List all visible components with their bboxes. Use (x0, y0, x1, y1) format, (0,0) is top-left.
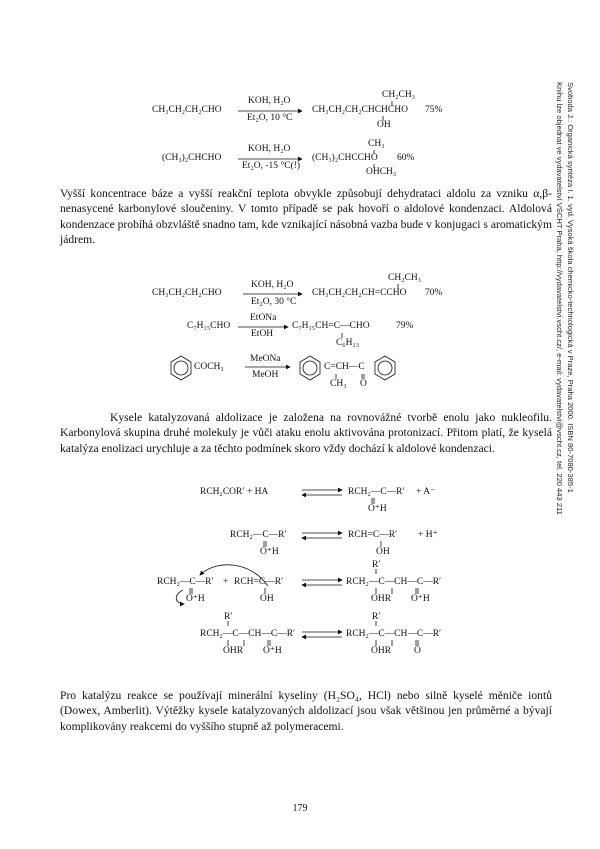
benzene-ring-2 (300, 356, 320, 380)
reagent-above: KOH, H₂O (251, 280, 294, 290)
yield: 75% (425, 105, 443, 115)
reactant: CH₃CH₂CH₂CHO (152, 288, 222, 298)
reactant-group: COCH₃ (194, 362, 224, 372)
row3-right-o: O⁺H (411, 594, 430, 604)
reagent-below: Et₂O, 10 °C (247, 113, 293, 123)
product: CH₃CH₂CH₂CHCHCHO (312, 105, 408, 115)
row2-right-oh: OH (376, 547, 390, 557)
reagent-above: EtONa (250, 313, 277, 323)
paragraph: Vyšší koncentrace báze a vyšší reakční teplota obvykle způsobují dehydrataci aldolu za vzniku α,β-nenasycené karbonylové sloučeniny. V tomto případě se pak hovoří o aldolové kondenzaci. Aldolová kondenzace probíhá obzvláště snadno tam, kde vznikající násobná vazba bude v konjugaci s aromatickým jádrem. (60, 187, 552, 247)
row4-right-sub: OHR (371, 646, 392, 656)
yield: 70% (425, 288, 443, 298)
substituent-o: O (360, 379, 367, 389)
row4-right-r: R′ (372, 612, 381, 622)
yield: 79% (396, 321, 414, 331)
row3-left-o: O⁺H (186, 594, 205, 604)
citation-line-1: Svoboda J.: Organická syntéza I. 1. vyd. Vysoká škola chemicko-technologická v Praze, Praha 2000. ISBN 80-7080-385-1 (566, 82, 575, 493)
row3-right-r: R′ (372, 560, 381, 570)
row4-right-o: O (414, 646, 421, 656)
reactant: C₇H₁₅CHO (187, 321, 231, 331)
paragraph: Kysele katalyzovaná aldolizace je založena na rovnovážné tvorbě enolu jako nukleofilu. Karbonylová skupina druhé molekuly je vůči ataku enolu aktivována protonizací. Přitom platí, že kyselá katalýza enolizaci urychluje a za těchto podmínek skoro vždy dochází k aldolové kondenzaci. (60, 411, 552, 455)
equilibrium-arrow (302, 533, 342, 538)
substituent-bottom: OHCH₃ (366, 167, 397, 177)
reactant: (CH₃)₂CHCHO (162, 153, 222, 163)
reagent-above: KOH, H₂O (248, 96, 291, 106)
row4-left: RCH₂—C—CH—C—R′ (200, 629, 296, 639)
reagent-below: Et₂O, -15 °C(!) (242, 161, 301, 171)
substituent-ch3: CH₃ (330, 379, 347, 389)
row3-right-sub: OHR (371, 594, 392, 604)
row3-right: RCH₂—C—CH—C—R′ (346, 577, 442, 587)
citation-line-2: Knihu lze objednat ve vydavatelství VŠCHT Praha, http://vydavatelstvi.vscht.cz/, e-mail: vydavatelstvi@vscht.cz, tel. 220 443 211 (555, 82, 565, 515)
row3-plus: + (223, 577, 229, 587)
row4-left-r: R′ (224, 612, 233, 622)
row1-left: RCH₂COR′ + HA (200, 487, 269, 497)
reagent-below: Et₂O, 30 °C (251, 297, 297, 307)
reagent-above: MeONa (250, 354, 281, 364)
reactant: CH₃CH₂CH₂CHO (152, 105, 222, 115)
equilibrium-arrow (302, 632, 342, 637)
row3-left-oh: OH (260, 594, 274, 604)
reagent-below: EtOH (251, 329, 274, 339)
substituent-bottom: OH (377, 120, 391, 130)
substituent-top: CH₂CH₃ (382, 90, 416, 100)
reagent-above: KOH, H₂O (248, 144, 291, 154)
yield: 60% (397, 153, 415, 163)
equilibrium-arrow (302, 490, 342, 495)
equilibrium-arrow (302, 580, 342, 585)
product: (CH₃)₂CHCCHO (312, 153, 378, 163)
row4-left-sub: OHR (223, 646, 244, 656)
product: C=CH—C (324, 362, 365, 372)
product: CH₃CH₂CH₂CH=CCHO (312, 288, 407, 298)
substituent-bottom: C₆H₁₃ (336, 338, 360, 348)
row3-left-a: RCH₂—C—R′ (157, 577, 214, 587)
row4-left-o: O⁺H (263, 646, 282, 656)
paragraph: Pro katalýzu reakce se používají minerální kyseliny (H₂SO₄, HCl) nebo silně kyselé měniče iontů (Dowex, Amberlit). Výtěžky kysele katalyzovaných aldolizací jsou však většinou jen průměrné a bývají komplikovány reakcemi do vyššího stupně až polymeracemi. (60, 689, 552, 733)
row1-right-extra: + A⁻ (416, 487, 436, 497)
benzene-ring-1 (171, 356, 191, 380)
row2-left: RCH₂—C—R′ (230, 530, 287, 540)
substituent-top: CH₂CH₃ (388, 273, 422, 283)
row4-right: RCH₂—C—CH—C—R′ (346, 629, 442, 639)
row3-left-b: RCH=C—R′ (234, 577, 284, 587)
product: C₇H₁₅CH=C—CHO (292, 321, 370, 331)
reagent-below: MeOH (252, 370, 279, 380)
row2-left-o: O⁺H (260, 547, 279, 557)
curved-arrow (176, 590, 184, 604)
benzene-ring-3 (375, 356, 395, 380)
row2-right-extra: + H⁺ (418, 530, 438, 540)
row2-right: RCH=C—R′ (348, 530, 398, 540)
substituent-top: CH₃ (368, 139, 385, 149)
row1-right-o: O⁺H (368, 504, 387, 514)
row1-right: RCH₂—C—R′ (348, 487, 405, 497)
page-number: 179 (292, 803, 308, 814)
